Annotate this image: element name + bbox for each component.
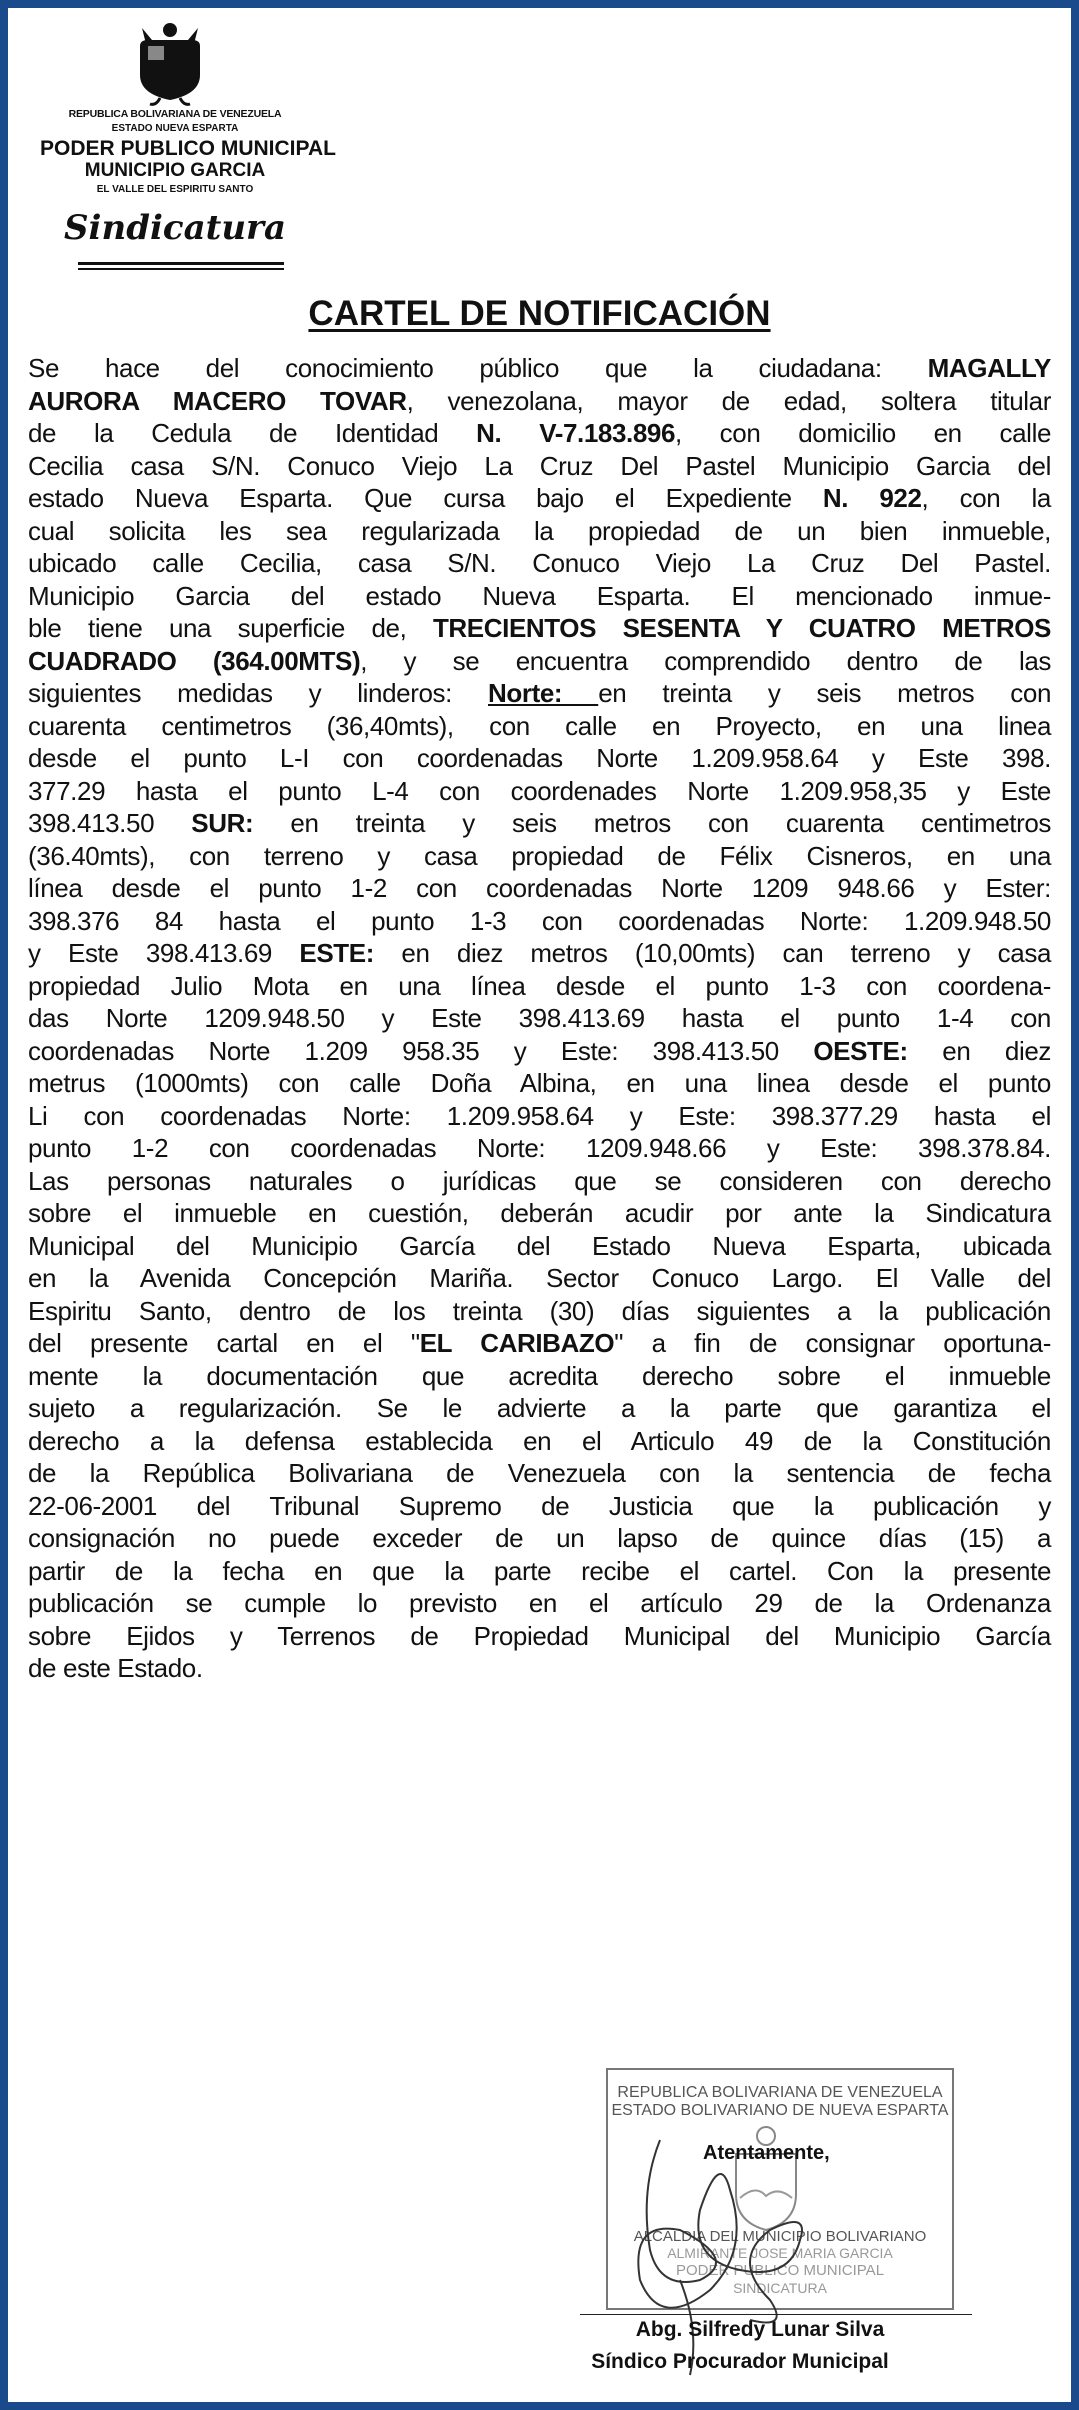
text: 377.29 hasta el punto L-4 con coordenades Norte 1.209.958,35 y Este <box>28 775 1051 806</box>
text: Se hace del conocimiento público que la ciudadana: <box>28 353 928 383</box>
bold-text: N. V-7.183.896 <box>476 418 676 448</box>
notice-line <box>28 872 1051 905</box>
text: publicación se cumple lo previsto en el artículo 29 de la Ordenanza <box>28 1588 1051 1618</box>
notice-line <box>28 645 1051 678</box>
text: estado Nueva Esparta. Que cursa bajo el Expediente <box>28 483 823 513</box>
signer-name: Abg. Silfredy Lunar Silva <box>635 2318 885 2341</box>
notice-line <box>28 547 1051 580</box>
notice-line <box>28 1002 1051 1035</box>
bold-text: AURORA MACERO TOVAR <box>28 385 407 416</box>
text: Cecilia casa S/N. Conuco Viejo La Cruz Del Pastel Municipio Garcia del <box>28 450 1051 481</box>
text: de este Estado. <box>28 1653 203 1683</box>
notice-line <box>28 1555 1051 1588</box>
text: Las personas naturales o jurídicas que se consideren con derecho <box>28 1165 1051 1196</box>
text: propiedad Julio Mota en una línea desde el punto 1-3 con coordena- <box>28 970 1051 1001</box>
text: Li con coordenadas Norte: 1.209.958.64 y Este: 398.377.29 hasta el <box>28 1100 1051 1131</box>
text: , y se encuentra comprendido dentro de las <box>360 645 1051 676</box>
notice-line <box>28 1652 1051 1685</box>
handwritten-signature-icon <box>620 2130 840 2380</box>
text: metrus (1000mts) con calle Doña Albina, en una linea desde el punto <box>28 1068 1051 1098</box>
text: , con la <box>921 483 1051 513</box>
text: de la Cedula de Identidad <box>28 418 477 448</box>
text: mente la documentación que acredita derecho sobre el inmueble <box>28 1360 1051 1391</box>
stamp-line-4: ALMIRANTE JOSE MARIA GARCIA <box>667 2245 893 2261</box>
text: ubicado calle Cecilia, casa S/N. Conuco Viejo La Cruz Del Pastel. <box>28 548 1051 578</box>
notice-line <box>28 1457 1051 1490</box>
text: partir de la fecha en que la parte recibe el cartel. Con la presente <box>28 1555 1051 1586</box>
text: cual solicita les sea regularizada la propiedad de un bien inmueble, <box>28 515 1051 546</box>
text: , venezolana, mayor de edad, soltera titular <box>406 385 1051 416</box>
notice-line <box>28 1295 1051 1328</box>
notice-line <box>28 970 1051 1003</box>
notice-line <box>28 1587 1051 1620</box>
notice-line <box>28 1035 1051 1068</box>
notice-line <box>28 1100 1051 1133</box>
notice-line <box>28 1392 1051 1425</box>
notice-line <box>28 580 1051 613</box>
stamp-line-6: SINDICATURA <box>733 2280 827 2296</box>
header-state: ESTADO NUEVA ESPARTA <box>111 123 239 134</box>
text: punto 1-2 con coordenadas Norte: 1209.948.66 y Este: 398.378.84. <box>28 1133 1051 1163</box>
text: Municipio Garcia del estado Nueva Esparta. El mencionado inmue- <box>28 580 1051 611</box>
page-title: CARTEL DE NOTIFICACIÓN <box>308 294 771 333</box>
header-divider <box>78 262 284 270</box>
notice-line <box>28 1197 1051 1230</box>
text: y Este 398.413.69 <box>28 938 300 968</box>
notice-line <box>28 1262 1051 1295</box>
header-valle: EL VALLE DEL ESPIRITU SANTO <box>96 184 254 195</box>
notice-line <box>28 905 1051 938</box>
text: en la Avenida Concepción Mariña. Sector Conuco Largo. El Valle del <box>28 1263 1051 1293</box>
notice-line <box>28 742 1051 775</box>
text: " a fin de consignar oportuna- <box>614 1328 1051 1358</box>
notice-line <box>28 1360 1051 1393</box>
notice-line <box>28 612 1051 645</box>
text: (36.40mts), con terreno y casa propiedad de Félix Cisneros, en una <box>28 840 1051 871</box>
bold-text: ESTE: <box>299 938 374 968</box>
bold-text: EL CARIBAZO <box>419 1328 615 1358</box>
notice-line <box>28 515 1051 548</box>
stamp-line-2: ESTADO BOLIVARIANO DE NUEVA ESPARTA <box>611 2102 949 2119</box>
closing-text: Atentamente, <box>703 2142 830 2164</box>
text: coordenadas Norte 1.209 958.35 y Este: 398.413.50 <box>28 1035 814 1066</box>
notice-line <box>28 937 1051 970</box>
notice-line <box>28 352 1051 385</box>
notice-line <box>28 840 1051 873</box>
notice-line <box>28 1165 1051 1198</box>
notice-line <box>28 775 1051 808</box>
signature-line <box>580 2314 972 2315</box>
text: en treinta y seis metros con <box>598 678 1052 708</box>
notice-line <box>28 385 1051 418</box>
notice-body <box>28 352 1051 1685</box>
text: cuarenta centimetros (36,40mts), con calle en Proyecto, en una linea <box>28 710 1051 741</box>
bold-text: OESTE: <box>813 1035 908 1066</box>
stamp-line-5: PODER PUBLICO MUNICIPAL <box>675 2262 885 2279</box>
text: sujeto a regularización. Se le advierte a la parte que garantiza el <box>28 1393 1051 1423</box>
coat-of-arms-icon <box>130 20 210 106</box>
header-republic: REPUBLICA BOLIVARIANA DE VENEZUELA <box>68 108 282 120</box>
text: en diez metros (10,00mts) can terreno y casa <box>373 938 1051 968</box>
text: 398.376 84 hasta el punto 1-3 con coordenadas Norte: 1.209.948.50 <box>28 905 1051 936</box>
header-municipio: MUNICIPIO GARCIA <box>84 160 266 181</box>
text: Municipal del Municipio García del Estado Nueva Esparta, ubicada <box>28 1230 1051 1261</box>
text: de la República Bolivariana de Venezuela con la sentencia de fecha <box>28 1458 1051 1488</box>
notice-line <box>28 1067 1051 1100</box>
header-poder-publico: PODER PUBLICO MUNICIPAL <box>40 137 336 160</box>
text: consignación no puede exceder de un lapso de quince días (15) a <box>28 1523 1051 1553</box>
bold-text: CUADRADO (364.00MTS) <box>28 645 361 676</box>
notice-line <box>28 1230 1051 1263</box>
bold-text: TRECIENTOS SESENTA Y CUATRO METROS <box>432 613 1051 643</box>
text: 22-06-2001 del Tribunal Supremo de Justicia que la publicación y <box>28 1490 1051 1521</box>
notice-line <box>28 450 1051 483</box>
stamp-line-1: REPUBLICA BOLIVARIANA DE VENEZUELA <box>617 2084 943 2101</box>
notice-line <box>28 1490 1051 1523</box>
bold-text: MAGALLY <box>927 353 1051 383</box>
notice-line <box>28 482 1051 515</box>
notice-line <box>28 1425 1051 1458</box>
bold-text: N. 922 <box>822 483 922 513</box>
text: ble tiene una superficie de, <box>28 613 433 643</box>
bold-text: SUR: <box>191 808 254 838</box>
signer-role: Síndico Procurador Municipal <box>591 2350 889 2373</box>
text: del presente cartal en el " <box>28 1328 420 1358</box>
text: das Norte 1209.948.50 y Este 398.413.69 hasta el punto 1-4 con <box>28 1003 1051 1033</box>
text: en treinta y seis metros con cuarenta centimetros <box>253 808 1051 838</box>
notice-line <box>28 710 1051 743</box>
text: 398.413.50 <box>28 808 192 838</box>
text: siguientes medidas y linderos: <box>28 678 488 708</box>
notice-line <box>28 1132 1051 1165</box>
text: derecho a la defensa establecida en el Articulo 49 de la Constitución <box>28 1425 1051 1456</box>
bold-text: Norte: <box>488 678 599 708</box>
stamp-line-3: ALCALDIA DEL MUNICIPIO BOLIVARIANO <box>633 2228 927 2245</box>
notice-line <box>28 1327 1051 1360</box>
text: Espiritu Santo, dentro de los treinta (30) días siguientes a la publicación <box>28 1295 1051 1326</box>
text: línea desde el punto 1-2 con coordenadas Norte 1209 948.66 y Ester: <box>28 873 1051 903</box>
text: sobre el inmueble en cuestión, deberán acudir por ante la Sindicatura <box>28 1198 1051 1228</box>
notice-line <box>28 1620 1051 1653</box>
notice-line <box>28 807 1051 840</box>
text: en diez <box>907 1035 1051 1066</box>
notice-line <box>28 1522 1051 1555</box>
text: , con domicilio en calle <box>675 418 1051 448</box>
text: desde el punto L-I con coordenadas Norte 1.209.958.64 y Este 398. <box>28 743 1051 773</box>
header-sindicatura: Sindicatura <box>64 208 286 248</box>
notice-line <box>28 677 1051 710</box>
notice-line <box>28 417 1051 450</box>
text: sobre Ejidos y Terrenos de Propiedad Municipal del Municipio García <box>28 1620 1051 1651</box>
